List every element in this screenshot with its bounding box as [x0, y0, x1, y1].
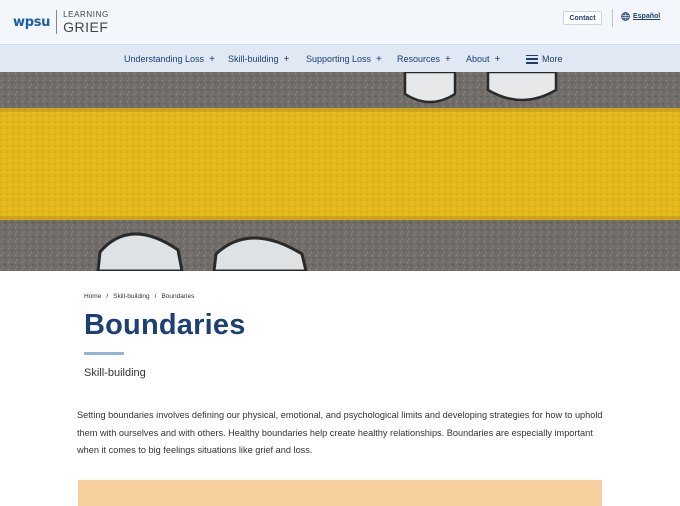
- nav-item-resources[interactable]: [397, 54, 451, 64]
- breadcrumb-home[interactable]: Home: [84, 293, 102, 300]
- plus-icon: +: [209, 53, 215, 65]
- nav-item-label: About: [466, 54, 490, 64]
- page-title: Boundaries: [84, 309, 246, 341]
- breadcrumb-separator: /: [154, 293, 157, 300]
- language-label: Español: [633, 13, 661, 20]
- plus-icon: +: [445, 53, 451, 65]
- callout-box: [78, 480, 602, 506]
- logo-divider: [56, 10, 57, 34]
- nav-item-about[interactable]: [466, 54, 500, 64]
- contact-button[interactable]: Contact: [563, 11, 602, 25]
- page-category: Skill-building: [84, 367, 146, 379]
- hero-image: [0, 72, 680, 271]
- main-nav: [0, 44, 680, 72]
- plus-icon: +: [494, 53, 501, 65]
- nav-item-label: Supporting Loss: [306, 54, 372, 64]
- plus-icon: +: [376, 53, 382, 65]
- nav-more-label: More: [542, 54, 563, 64]
- logo-text: [63, 11, 109, 34]
- globe-icon: [621, 12, 630, 21]
- breadcrumb-current: Boundaries: [161, 293, 195, 300]
- language-link[interactable]: [621, 12, 660, 21]
- nav-item-label: Understanding Loss: [124, 54, 205, 64]
- logo-line-grief: GRIEF: [63, 18, 109, 35]
- nav-item-understanding-loss[interactable]: [124, 54, 215, 64]
- hero-road-line-shoes-image: [0, 72, 680, 271]
- nav-item-label: Skill-building: [228, 54, 279, 64]
- nav-item-label: Resources: [397, 54, 441, 64]
- logo-line-learning: LEARNING: [63, 9, 109, 19]
- breadcrumb-separator: /: [106, 293, 109, 300]
- plus-icon: +: [283, 53, 290, 65]
- title-underline: [84, 352, 124, 355]
- site-logo[interactable]: [13, 9, 109, 35]
- breadcrumb-skill-building[interactable]: Skill-building: [113, 293, 150, 300]
- logo-brand: wpsu: [13, 14, 51, 30]
- site-header: [0, 0, 680, 44]
- nav-more-button[interactable]: [526, 54, 563, 64]
- nav-item-skill-building[interactable]: [228, 54, 289, 64]
- intro-paragraph: Setting boundaries involves defining our physical, emotional, and psychological limits and developing strategies for how to uphold them with ourselves and with others. Healthy boundaries help create healthy relationships. Boundaries are especially important when it comes to big feelings situations like grief and loss.: [77, 410, 603, 455]
- breadcrumb: [84, 293, 194, 300]
- nav-item-supporting-loss[interactable]: [306, 54, 382, 64]
- menu-icon: [526, 55, 538, 64]
- header-divider: [612, 9, 613, 27]
